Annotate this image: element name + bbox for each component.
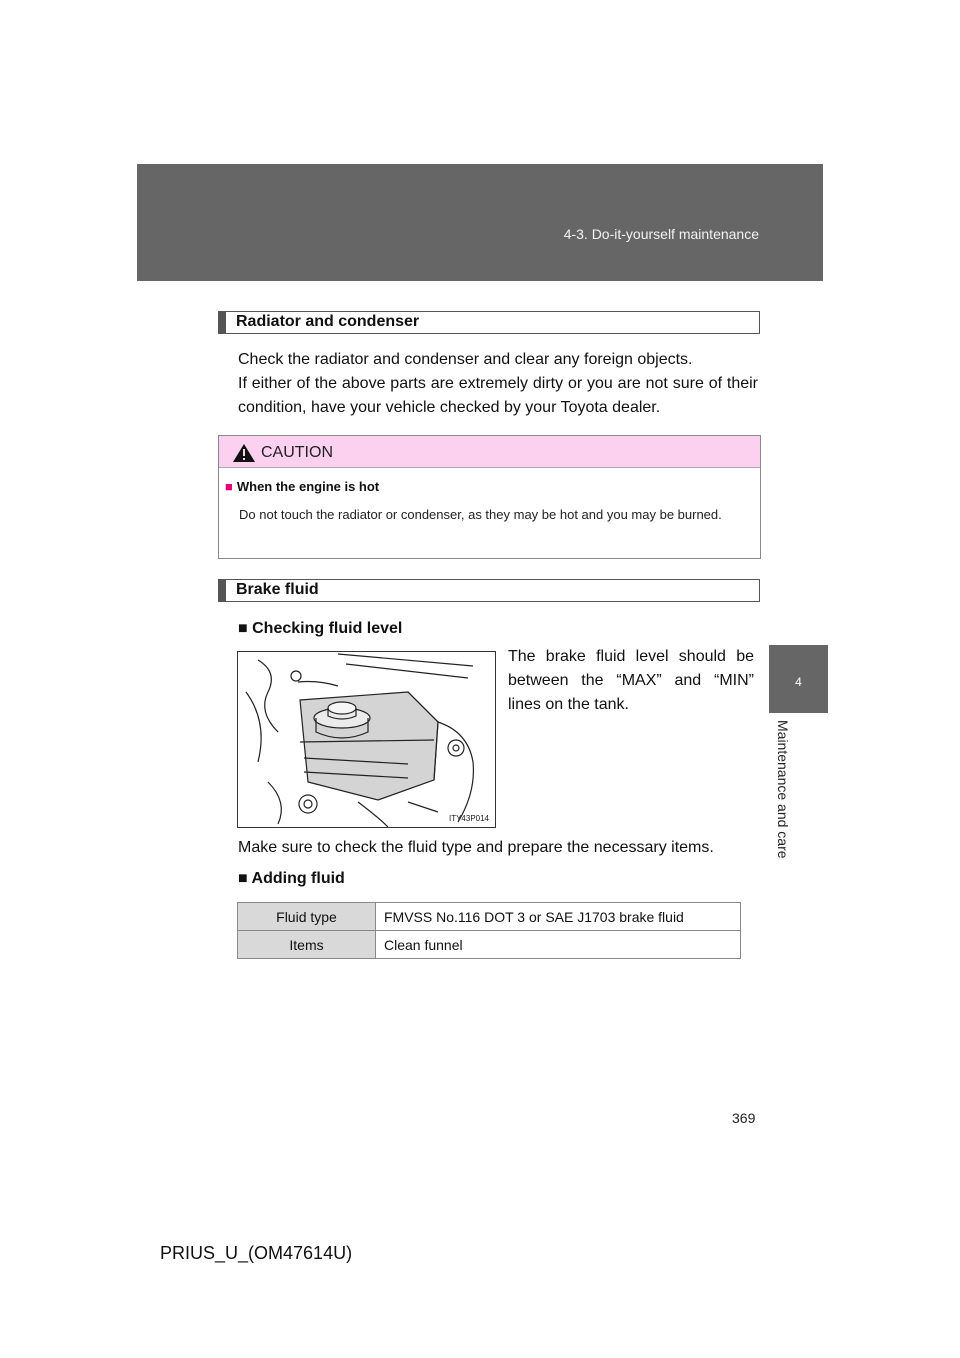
table-row (238, 903, 741, 931)
caution-body: Do not touch the radiator or condenser, as they may be hot and you may be burned. (239, 507, 722, 522)
caution-box (218, 435, 761, 559)
table-value: FMVSS No.116 DOT 3 or SAE J1703 brake fluid (376, 903, 741, 931)
page-number: 369 (732, 1110, 756, 1126)
chapter-label: Maintenance and care (775, 720, 791, 859)
adding-heading: ■ Adding fluid (238, 870, 345, 887)
square-bullet-icon: ■ (238, 620, 253, 637)
section-title: 4-3. Do-it-yourself maintenance (563, 226, 759, 242)
caution-subheading: ■ When the engine is hot (225, 479, 380, 494)
radiator-line1: Check the radiator and condenser and clear any foreign objects. (238, 351, 693, 368)
radiator-line2: If either of the above parts are extremely dirty or you are not sure of their condition, have your vehicle checked by your Toyota dealer. (238, 375, 758, 416)
square-bullet-icon: ■ (225, 479, 233, 494)
square-bullet-icon: ■ (238, 870, 252, 887)
table-value: Clean funnel (376, 931, 741, 959)
caution-title: CAUTION (261, 444, 333, 461)
document-id: PRIUS_U_(OM47614U) (160, 1243, 353, 1263)
checking-heading: ■ Checking fluid level (238, 620, 403, 637)
figure-code: ITY43P014 (448, 814, 489, 823)
fluid-table (237, 902, 741, 959)
radiator-heading-box (218, 311, 760, 334)
chapter-number: 4 (795, 675, 802, 689)
chapter-label-container (769, 718, 798, 868)
caution-header (219, 436, 760, 468)
reservoir-drawing (238, 652, 495, 827)
brake-heading: Brake fluid (236, 581, 319, 598)
checking-description: The brake fluid level should be between the “MAX” and “MIN” lines on the tank. (508, 648, 754, 713)
table-key: Items (238, 931, 376, 959)
fluid-note: Make sure to check the fluid type and prepare the necessary items. (238, 839, 714, 856)
brake-reservoir-illustration (237, 651, 496, 828)
table-key: Fluid type (238, 903, 376, 931)
brake-heading-box (218, 579, 760, 602)
radiator-heading: Radiator and condenser (236, 313, 420, 330)
table-row (238, 931, 741, 959)
chapter-tab (769, 645, 828, 713)
warning-icon (233, 444, 255, 462)
page-header (137, 164, 823, 281)
